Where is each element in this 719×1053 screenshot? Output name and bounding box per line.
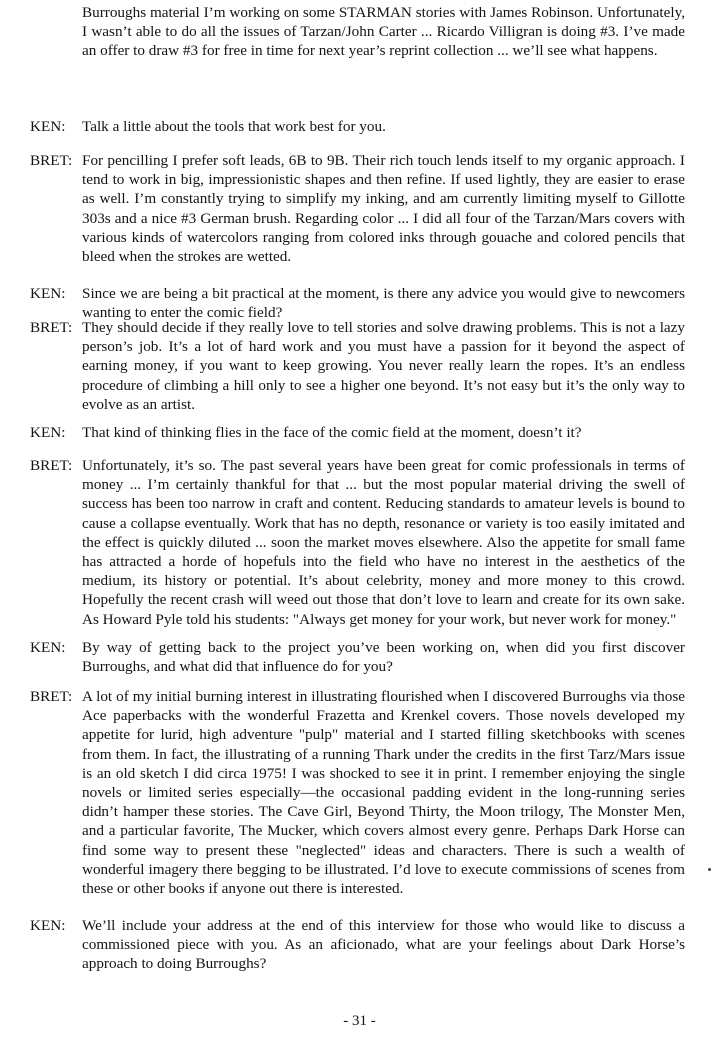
paragraph-text: Burroughs material I’m working on some STARMAN stories with James Robinson. Unfortunately, I wasn’t able to do all the issues of Tarzan/John Carter ... Ricardo Villigran is doing #3. I’ve made an offer to draw #3 for free in time for next year’s reprint collection ... we’ll see what happens. — [82, 4, 685, 60]
paragraph-text: By way of getting back to the project you’ve been working on, when did you first discover Burroughs, and what did that influence do for you? — [82, 639, 685, 676]
paragraph-text: They should decide if they really love to tell stories and solve drawing problems. This is not a lazy person’s job. It’s a lot of hard work and you must have a passion for it beyond the aspect of earning money, if you want to keep growing. You never really learn the ropes. It’s an endless procedure of climbing a hill only to see a higher one beyond. It’s not easy but it’s the only way to evolve as an artist. — [82, 319, 685, 413]
paragraph-text: Since we are being a bit practical at the moment, is there any advice you would give to newcomers wanting to enter the comic field? — [82, 285, 685, 322]
scan-speck — [708, 868, 711, 871]
speaker-label: KEN: — [30, 424, 66, 441]
paragraph-text: Talk a little about the tools that work best for you. — [82, 118, 386, 135]
page-number: - 31 - — [343, 1013, 376, 1029]
speaker-label: KEN: — [30, 285, 66, 302]
speaker-label: BRET: — [30, 457, 73, 474]
speaker-label: BRET: — [30, 152, 73, 169]
speaker-label: KEN: — [30, 118, 66, 135]
speaker-label: KEN: — [30, 639, 66, 656]
speaker-label: KEN: — [30, 917, 66, 934]
paragraph-text: That kind of thinking flies in the face of the comic field at the moment, doesn’t it? — [82, 424, 582, 441]
paragraph-text: Unfortunately, it’s so. The past several years have been great for comic professionals in terms of money ... I’m certainly thankful for that ... but the most popular material driving the swell of success has been too narrow in craft and content. Reducing standards to amateur levels is bound to cause a collapse eventually. Work that has no depth, resonance or variety is too easily imitated and the effect is quickly diluted ... soon the market moves elsewhere. Also the appetite for small fame has attracted a horde of hopefuls into the field who have no interest in the aesthetics of the medium, its history or potential. It’s about celebrity, money and more money to this crowd. Hopefully the recent crash will weed out those that don’t love to learn and create for its own sake. As Howard Pyle told his students: "Always get money for your work, but never work for money." — [82, 457, 685, 628]
speaker-label: BRET: — [30, 319, 73, 336]
speaker-label: BRET: — [30, 688, 73, 705]
paragraph-text: A lot of my initial burning interest in illustrating flourished when I discovered Burroughs via those Ace paperbacks with the wonderful Frazetta and Krenkel covers. Those novels developed my appetite for lurid, high adventure "pulp" material and I started filling sketchbooks with scenes from them. In fact, the illustrating of a running Thark under the credits in the first Tarz/Mars issue is an old sketch I did circa 1975! I was shocked to see it in print. I remember enjoying the single novels or limited series especially—the occasional padding evident in the long-running series didn’t hamper these stories. The Cave Girl, Beyond Thirty, the Moon trilogy, The Monster Men, and a particular favorite, The Mucker, which covers almost every genre. Perhaps Dark Horse can find some way to present these "neglected" ideas and characters. There is such a wealth of wonderful imagery there begging to be illustrated. I’d love to execute commissions of scenes from these or other books if anyone out there is interested. — [82, 688, 685, 898]
paragraph-text: We’ll include your address at the end of this interview for those who would like to discuss a commissioned piece with you. As an aficionado, what are your feelings about Dark Horse’s approach to doing Burroughs? — [82, 917, 685, 973]
paragraph-text: For pencilling I prefer soft leads, 6B to 9B. Their rich touch lends itself to my organic approach. I tend to work in big, impressionistic shapes and then refine. If used lightly, they are easier to erase as well. I’m constantly trying to simplify my inking, and am currently limiting myself to Gillotte 303s and a nice #3 German brush. Regarding color ... I did all four of the Tarzan/Mars covers with various kinds of watercolors ranging from colored inks through gouache and colored pencils that bleed when the strokes are wetted. — [82, 152, 685, 266]
